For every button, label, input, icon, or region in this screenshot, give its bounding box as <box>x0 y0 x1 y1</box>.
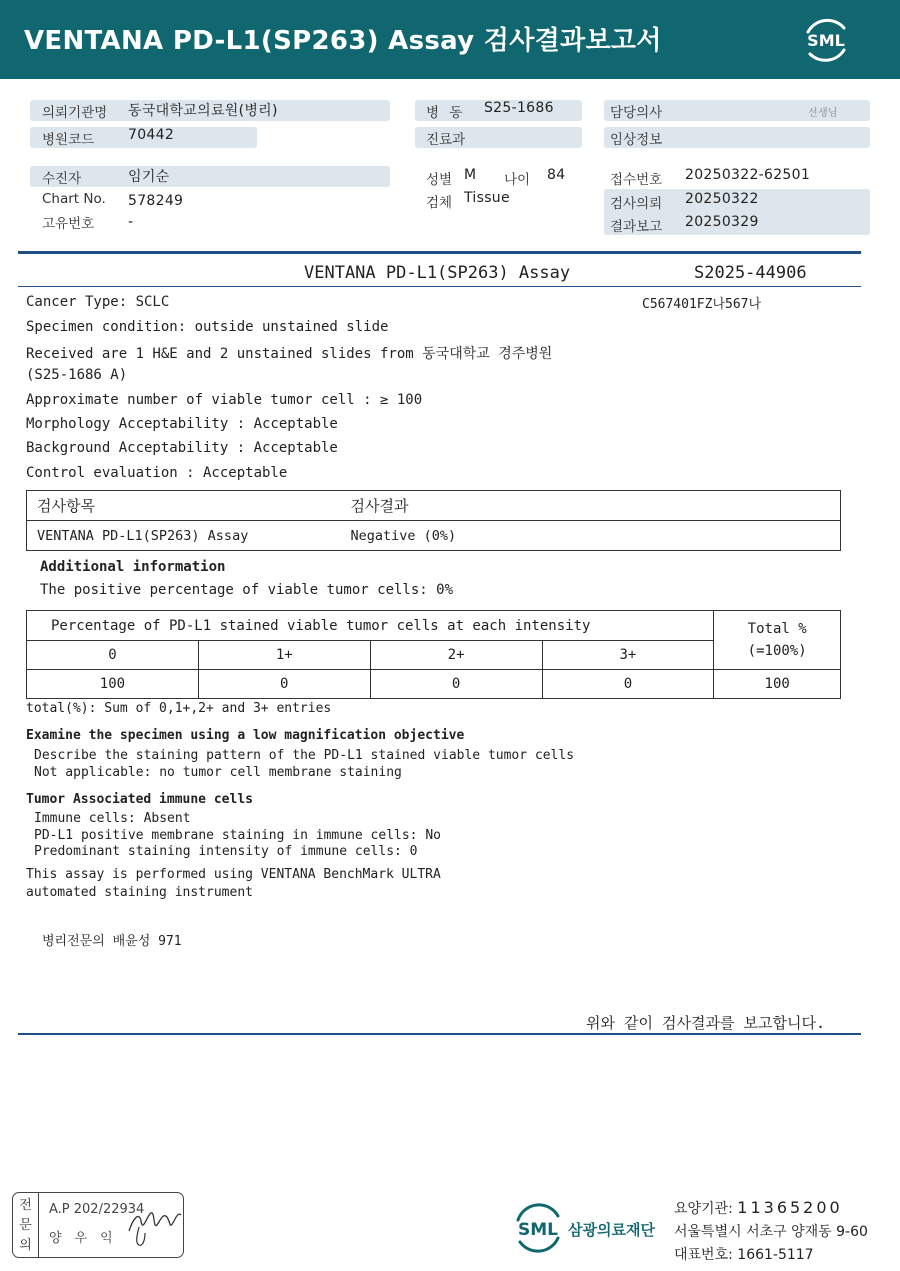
report-line: Morphology Acceptability : Acceptable <box>26 416 338 432</box>
sex-value: M <box>464 167 477 183</box>
case-number: S2025-44906 <box>694 263 807 283</box>
result-row-value: Negative (0%) <box>341 521 841 551</box>
unique-value: - <box>128 214 134 230</box>
pathologist-signature: 병리전문의 배윤성 971 <box>42 934 182 949</box>
chart-value: 578249 <box>128 193 184 209</box>
org-phone <box>674 1244 814 1264</box>
sml-logo-icon <box>800 14 852 66</box>
intensity-col: 1+ <box>198 641 370 670</box>
intensity-col: 0 <box>27 641 199 670</box>
footer-logo-text: SML <box>518 1220 558 1240</box>
institution-label: 의뢰기관명 <box>42 105 108 121</box>
report-top-rule <box>18 251 861 254</box>
report-bottom-rule <box>18 1033 861 1035</box>
immune-line: Immune cells: Absent <box>34 811 191 826</box>
sml-footer-logo-icon <box>510 1200 566 1256</box>
patient-value: 임기순 <box>128 169 170 185</box>
ward-value: S25-1686 <box>484 100 554 116</box>
specimen-value: Tissue <box>464 190 510 206</box>
chart-label: Chart No. <box>42 191 106 207</box>
reference-code: C567401FZ나567나 <box>642 297 762 312</box>
hospital-code-label: 병원코드 <box>42 132 95 148</box>
org-name: 삼광의료재단 <box>568 1221 655 1239</box>
result-head-item: 검사항목 <box>27 491 341 521</box>
report-line: Approximate number of viable tumor cell : ≥ 100 <box>26 392 423 408</box>
examine-line: Not applicable: no tumor cell membrane staining <box>34 765 402 780</box>
report-title-rule <box>18 286 861 287</box>
code-value: 11365200 <box>737 1198 843 1217</box>
intensity-value: 0 <box>198 670 370 699</box>
institution-code <box>674 1198 843 1218</box>
report-line: Cancer Type: SCLC <box>26 294 170 310</box>
report-date-label: 결과보고 <box>610 219 663 235</box>
report-date-value: 20250329 <box>685 214 759 230</box>
total-header-line1: Total % <box>747 621 807 637</box>
code-label: 요양기관: <box>674 1201 733 1217</box>
result-head-result: 검사결과 <box>341 491 841 521</box>
report-line: Background Acceptability : Acceptable <box>26 440 338 456</box>
intensity-value: 100 <box>27 670 199 699</box>
age-value: 84 <box>547 167 566 183</box>
examine-title: Examine the specimen using a low magnification objective <box>26 728 465 743</box>
immune-line: PD-L1 positive membrane staining in immune cells: No <box>34 828 441 843</box>
intensity-col: 3+ <box>542 641 714 670</box>
ward-label: 병 동 <box>426 105 463 121</box>
stamp-ap-number: A.P 202/22934 <box>49 1202 145 1217</box>
examine-line: Describe the staining pattern of the PD-L1 stained viable tumor cells <box>34 748 575 763</box>
report-header <box>0 0 900 79</box>
sex-label: 성별 <box>426 172 453 188</box>
instrument-line: automated staining instrument <box>26 885 253 900</box>
patient-label: 수진자 <box>42 171 82 187</box>
org-address: 서울특별시 서초구 양재동 9-60 <box>674 1224 868 1240</box>
intensity-header: Percentage of PD-L1 stained viable tumor cells at each intensity <box>27 611 714 641</box>
immune-title: Tumor Associated immune cells <box>26 792 253 807</box>
unique-label: 고유번호 <box>42 216 95 232</box>
receipt-label: 접수번호 <box>610 172 663 188</box>
hospital-code-value: 70442 <box>128 127 175 143</box>
request-value: 20250322 <box>685 191 759 207</box>
result-row-item: VENTANA PD-L1(SP263) Assay <box>27 521 341 551</box>
intensity-table <box>26 610 841 699</box>
stamp-vertical-label: 전 문 의 <box>13 1193 39 1257</box>
request-label: 검사의뢰 <box>610 196 663 212</box>
result-table <box>26 490 841 551</box>
total-note: total(%): Sum of 0,1+,2+ and 3+ entries <box>26 701 332 716</box>
doctor-suffix: 선생님 <box>808 108 838 119</box>
age-label: 나이 <box>504 172 531 188</box>
logo-text: SML <box>807 31 845 50</box>
patient-row <box>30 166 390 187</box>
additional-title: Additional information <box>40 559 226 575</box>
handwritten-signature-icon <box>125 1201 183 1249</box>
additional-text: The positive percentage of viable tumor cells: 0% <box>40 582 454 598</box>
institution-value: 동국대학교의료원(병리) <box>128 103 278 119</box>
intensity-col: 2+ <box>370 641 542 670</box>
phone-value: 1661-5117 <box>737 1247 814 1263</box>
intensity-total-value: 100 <box>714 670 841 699</box>
dept-label: 진료과 <box>426 132 466 148</box>
doctor-label: 담당의사 <box>610 105 663 121</box>
report-line: Received are 1 H&E and 2 unstained slides from 동국대학교 경주병원 <box>26 346 553 362</box>
report-line: (S25-1686 A) <box>26 367 128 383</box>
total-header-line2: (=100%) <box>747 643 807 659</box>
phone-label: 대표번호: <box>674 1247 733 1263</box>
instrument-line: This assay is performed using VENTANA BenchMark ULTRA <box>26 867 441 882</box>
intensity-value: 0 <box>370 670 542 699</box>
clinical-label: 임상정보 <box>610 132 663 148</box>
report-line: Specimen condition: outside unstained slide <box>26 319 389 335</box>
receipt-value: 20250322-62501 <box>685 167 811 183</box>
assay-title: VENTANA PD-L1(SP263) Assay <box>304 263 571 283</box>
intensity-value: 0 <box>542 670 714 699</box>
stamp-name: 양우익 <box>49 1231 126 1246</box>
intensity-total-header <box>714 611 841 670</box>
pathologist-stamp <box>12 1192 184 1258</box>
report-title: VENTANA PD-L1(SP263) Assay 검사결과보고서 <box>24 26 662 56</box>
closing-statement: 위와 같이 검사결과를 보고합니다. <box>586 1014 825 1032</box>
report-line: Control evaluation : Acceptable <box>26 465 288 481</box>
specimen-label: 검체 <box>426 195 453 211</box>
immune-line: Predominant staining intensity of immune cells: 0 <box>34 844 418 859</box>
